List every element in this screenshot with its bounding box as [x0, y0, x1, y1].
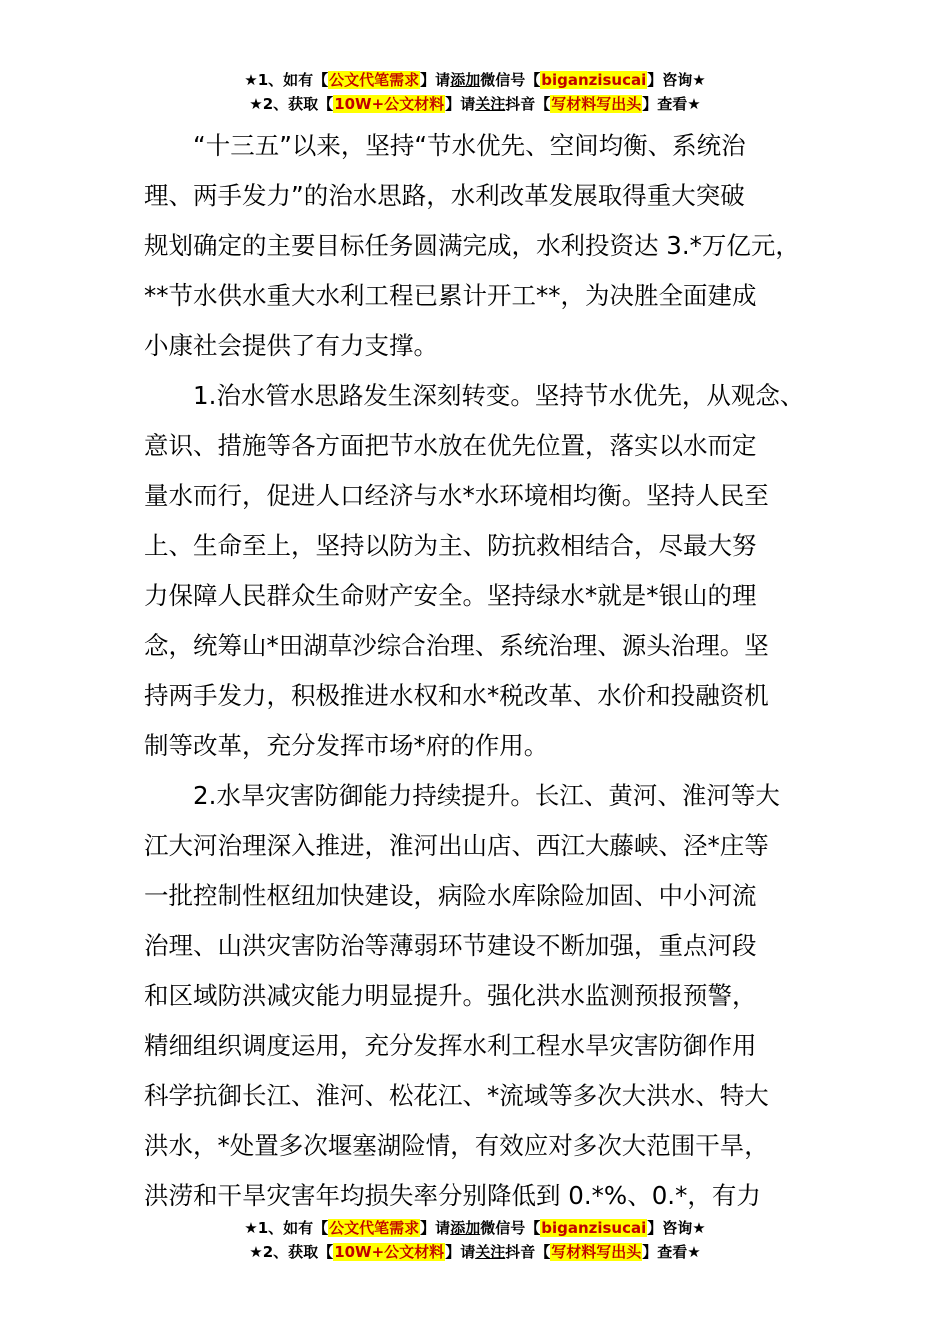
- banner-line-1: [0, 68, 950, 92]
- body-line: 念，统筹山*田湖草沙综合治理、系统治理、源头治理。坚: [144, 631, 769, 660]
- body-line: 治理、山洪灾害防治等薄弱环节建设不断加强，重点河段: [144, 931, 757, 960]
- banner-text: 】查看★: [642, 95, 701, 113]
- document-body: [144, 121, 816, 1221]
- banner-text: 】请: [445, 1243, 476, 1261]
- body-line: **节水供水重大水利工程已累计开工**，为决胜全面建成: [144, 281, 757, 310]
- body-line: 洪涝和干旱灾害年均损失率分别降低到 0.*%、0.*，有力: [144, 1181, 761, 1210]
- body-line: 科学抗御长江、淮河、松花江、*流域等多次大洪水、特大: [144, 1081, 769, 1110]
- banner-text: ★1、如有【: [244, 71, 329, 89]
- banner-highlight: biganzisucai: [541, 71, 647, 89]
- banner-line-2: [0, 92, 950, 116]
- body-line: 制等改革，充分发挥市场*府的作用。: [144, 731, 549, 760]
- body-line: 意识、措施等各方面把节水放在优先位置，落实以水而定: [144, 431, 757, 460]
- banner-underlined: 关注: [475, 95, 506, 113]
- body-line: “十三五”以来，坚持“节水优先、空间均衡、系统治: [144, 131, 746, 160]
- banner-highlight: 10W+公文材料: [334, 1243, 445, 1261]
- banner-underlined: 关注: [475, 1243, 506, 1261]
- banner-line-1: [0, 1216, 950, 1240]
- body-line: 江大河治理深入推进，淮河出山店、西江大藤峡、泾*庄等: [144, 831, 769, 860]
- banner-highlight: 公文代笔需求: [329, 71, 420, 89]
- banner-text: 微信号【: [480, 1219, 541, 1237]
- banner-text: ★1、如有【: [244, 1219, 329, 1237]
- banner-highlight: 写材料写出头: [551, 95, 642, 113]
- banner-text: 抖音【: [505, 95, 551, 113]
- body-line: 力保障人民群众生命财产安全。坚持绿水*就是*银山的理: [144, 581, 757, 610]
- banner-text: 抖音【: [505, 1243, 551, 1261]
- banner-underlined: 添加: [450, 71, 481, 89]
- banner-underlined: 添加: [450, 1219, 481, 1237]
- banner-highlight: biganzisucai: [541, 1219, 647, 1237]
- banner-text: 】请: [420, 1219, 451, 1237]
- banner-text: 】请: [445, 95, 476, 113]
- banner-highlight: 写材料写出头: [551, 1243, 642, 1261]
- body-line: 洪水，*处置多次堰塞湖险情，有效应对多次大范围干旱，: [144, 1131, 769, 1160]
- body-line: 1.治水管水思路发生深刻转变。坚持节水优先，从观念、: [144, 381, 805, 410]
- body-line: 量水而行，促进人口经济与水*水环境相均衡。坚持人民至: [144, 481, 769, 510]
- banner-text: 微信号【: [480, 71, 541, 89]
- banner-text: 】咨询★: [647, 1219, 706, 1237]
- banner-text: 】查看★: [642, 1243, 701, 1261]
- banner-line-2: [0, 1240, 950, 1264]
- top-banner: [0, 68, 950, 116]
- body-line: 和区域防洪减灾能力明显提升。强化洪水监测预报预警，: [144, 981, 757, 1010]
- body-line: 理、两手发力”的治水思路，水利改革发展取得重大突破: [144, 181, 745, 210]
- body-line: 2.水旱灾害防御能力持续提升。长江、黄河、淮河等大: [144, 781, 780, 810]
- banner-highlight: 10W+公文材料: [334, 95, 445, 113]
- banner-text: ★2、获取【: [249, 1243, 334, 1261]
- body-line: 小康社会提供了有力支撑。: [144, 331, 438, 360]
- body-line: 精细组织调度运用，充分发挥水利工程水旱灾害防御作用: [144, 1031, 757, 1060]
- body-line: 规划确定的主要目标任务圆满完成，水利投资达 3.*万亿元，: [144, 231, 800, 260]
- banner-text: 】咨询★: [647, 71, 706, 89]
- body-line: 持两手发力，积极推进水权和水*税改革、水价和投融资机: [144, 681, 769, 710]
- banner-text: ★2、获取【: [249, 95, 334, 113]
- banner-highlight: 公文代笔需求: [329, 1219, 420, 1237]
- body-line: 上、生命至上，坚持以防为主、防抗救相结合，尽最大努: [144, 531, 757, 560]
- body-line: 一批控制性枢纽加快建设，病险水库除险加固、中小河流: [144, 881, 757, 910]
- bottom-banner: [0, 1216, 950, 1264]
- banner-text: 】请: [420, 71, 451, 89]
